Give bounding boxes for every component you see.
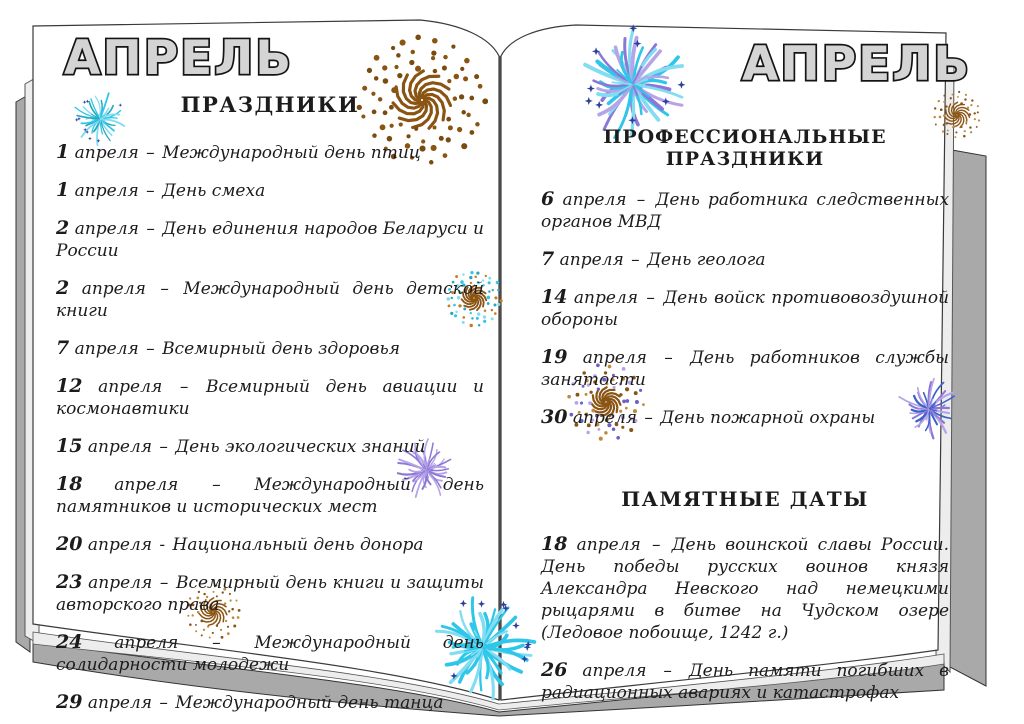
- holiday-item: 18 апреля – Международный день памятников и исторических мест: [56, 473, 484, 517]
- holiday-item: 7 апреля – Всемирный день здоровья: [56, 337, 400, 359]
- holiday-item: 23 апреля – Всемирный день книги и защиты авторского права: [56, 571, 485, 615]
- holiday-item: 18 апреля – День воинской славы России. День победы русских воинов князя Александра Невского над немецкими рыцарями в битве на Чудском озере (Ледовое побоище, 1242 г.): [541, 533, 950, 643]
- holiday-item: 1 апреля – Международный день птиц: [56, 141, 421, 163]
- left-page-title-box: [60, 22, 320, 90]
- holiday-item: 24 апреля – Международный день солидарности молодежи: [56, 631, 484, 675]
- holiday-item: 26 апреля – День памяти погибших в радиационных авариях и катастрофах: [541, 659, 950, 703]
- holiday-item: 20 апреля - Национальный день донора: [56, 533, 424, 555]
- section-heading-professional: ПРОФЕССИОНАЛЬНЫЕ ПРАЗДНИКИ: [603, 126, 887, 170]
- holiday-item: 2 апреля – Международный день детской книги: [56, 277, 484, 321]
- holiday-item: 12 апреля – Всемирный день авиации и космонавтики: [56, 375, 484, 419]
- holiday-item: 6 апреля – День работника следственных органов МВД: [541, 188, 950, 232]
- holiday-item: 1 апреля – День смеха: [56, 179, 266, 201]
- page-title: АПРЕЛЬ: [64, 31, 294, 86]
- section-heading-memorable: ПАМЯТНЫЕ ДАТЫ: [621, 487, 869, 511]
- holiday-item: 19 апреля – День работников службы занятости: [541, 346, 950, 390]
- holiday-item: 14 апреля – День войск противовоздушной обороны: [541, 286, 950, 330]
- holiday-item: 2 апреля – День единения народов Беларуси и России: [56, 217, 485, 261]
- right-page-title-box: [738, 28, 998, 96]
- page-title: АПРЕЛЬ: [742, 37, 972, 92]
- holiday-item: 15 апреля – День экологических знаний: [56, 435, 426, 457]
- holiday-item: 29 апреля – Международный день танца: [56, 691, 444, 713]
- holiday-item: 7 апреля – День геолога: [541, 248, 766, 270]
- section-heading-holidays: ПРАЗДНИКИ: [180, 92, 360, 117]
- right-page: [541, 126, 949, 719]
- holiday-item: 30 апреля – День пожарной охраны: [541, 406, 876, 428]
- left-page: [56, 92, 484, 724]
